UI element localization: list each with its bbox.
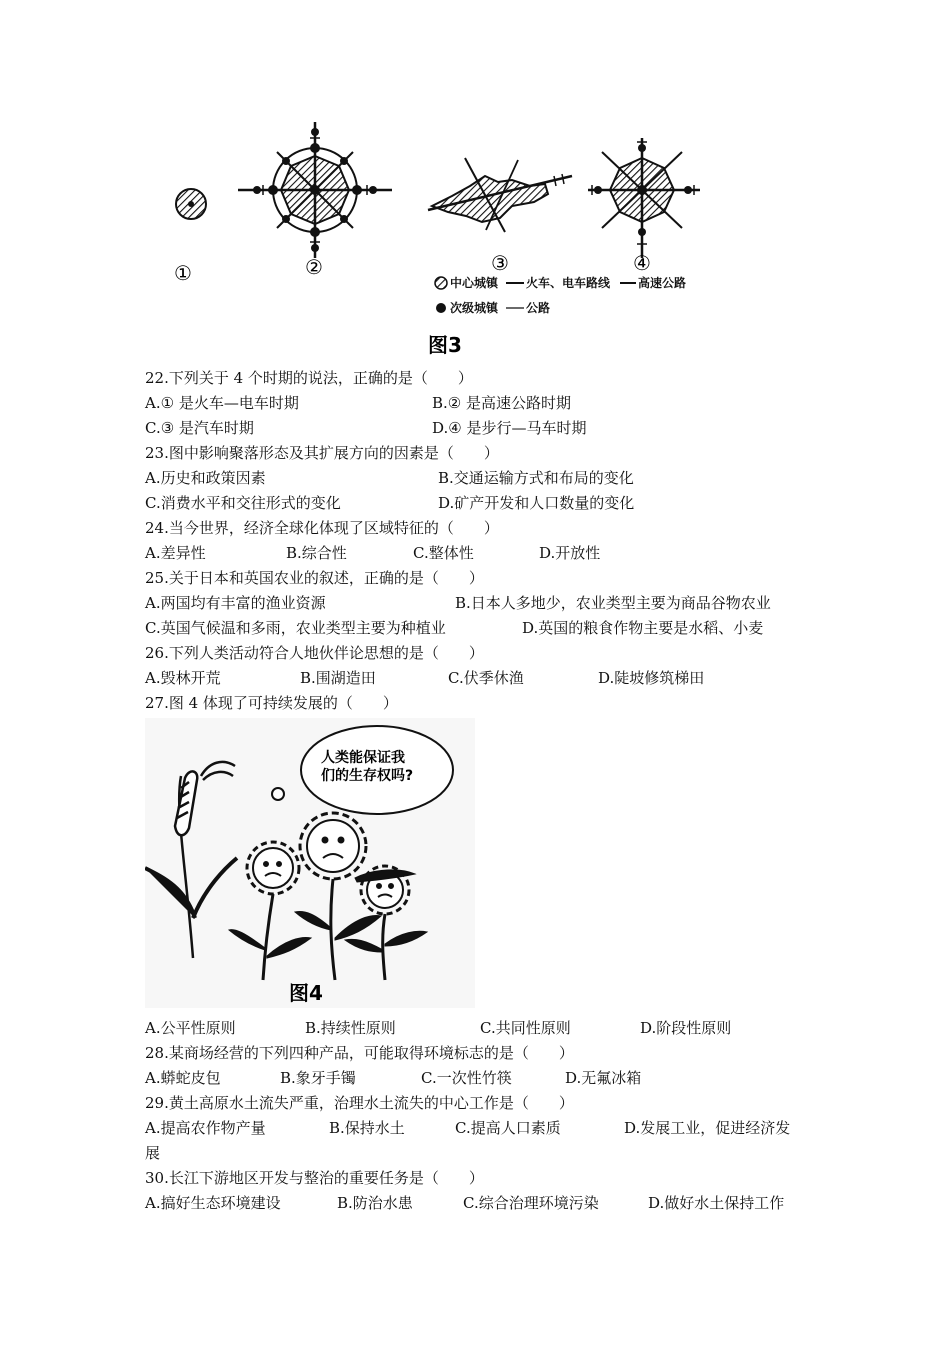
q22-option-b: B.② 是高速公路时期	[432, 394, 572, 412]
settlement-pattern-4	[588, 138, 700, 258]
figure-3-label-1: ①	[174, 261, 192, 285]
q27-option-c: C.共同性原则	[480, 1019, 571, 1037]
figure-3-label-4: ④	[633, 251, 651, 275]
question-25-stem: 25.关于日本和英国农业的叙述，正确的是（ ）	[145, 569, 484, 587]
speech-line-2: 们的生存权吗?	[321, 768, 414, 784]
settlement-pattern-1	[176, 189, 206, 219]
q29-option-c: C.提高人口素质	[455, 1119, 561, 1137]
figure-3	[140, 110, 745, 365]
q30-option-a: A.搞好生态环境建设	[145, 1194, 281, 1212]
q28-option-b: B.象牙手镯	[280, 1069, 356, 1087]
legend-center-town: 中心城镇	[450, 276, 499, 290]
q28-option-d: D.无氟冰箱	[565, 1069, 642, 1087]
question-28-stem: 28.某商场经营的下列四种产品，可能取得环境标志的是（ ）	[145, 1044, 574, 1062]
q27-option-d: D.阶段性原则	[640, 1019, 732, 1037]
question-27-stem: 27.图 4 体现了可持续发展的（ ）	[145, 694, 398, 712]
q22-option-d: D.④ 是步行—马车时期	[432, 419, 587, 437]
q25-option-b: B.日本人多地少，农业类型主要为商品谷物农业	[455, 594, 771, 612]
q26-option-c: C.伏季休渔	[448, 669, 524, 687]
q23-option-a: A.历史和政策因素	[145, 469, 266, 487]
figure-4	[145, 718, 475, 1008]
q24-option-d: D.开放性	[539, 544, 601, 562]
q25-option-c: C.英国气候温和多雨，农业类型主要为种植业	[145, 619, 446, 637]
speech-line-1: 人类能保证我	[321, 750, 405, 766]
legend-road: 公路	[526, 301, 551, 315]
q29-option-a: A.提高农作物产量	[145, 1119, 266, 1137]
question-29-stem: 29.黄土高原水土流失严重，治理水土流失的中心工作是（ ）	[145, 1094, 574, 1112]
q27-option-a: A.公平性原则	[145, 1019, 236, 1037]
figure-4-caption: 图4	[289, 981, 323, 1005]
q24-option-b: B.综合性	[286, 544, 347, 562]
q29-option-b: B.保持水土	[329, 1119, 405, 1137]
figure-3-legend	[435, 275, 686, 315]
legend-highway: 高速公路	[638, 276, 687, 290]
settlement-pattern-2	[238, 122, 392, 258]
q30-option-c: C.综合治理环境污染	[463, 1194, 599, 1212]
q25-option-a: A.两国均有丰富的渔业资源	[145, 594, 326, 612]
question-24-stem: 24.当今世界，经济全球化体现了区域特征的（ ）	[145, 519, 499, 537]
question-22-stem: 22.下列关于 4 个时期的说法，正确的是（ ）	[145, 369, 473, 387]
q22-option-c: C.③ 是汽车时期	[145, 419, 254, 437]
q26-option-d: D.陡坡修筑梯田	[598, 669, 705, 687]
q22-option-a: A.① 是火车—电车时期	[145, 394, 299, 412]
question-23-stem: 23.图中影响聚落形态及其扩展方向的因素是（ ）	[145, 444, 499, 462]
q23-option-c: C.消费水平和交往形式的变化	[145, 494, 341, 512]
figure-3-caption: 图3	[428, 333, 462, 357]
legend-secondary-town: 次级城镇	[450, 301, 499, 315]
question-30-stem: 30.长江下游地区开发与整治的重要任务是（ ）	[145, 1169, 484, 1187]
q26-option-b: B.围湖造田	[300, 669, 376, 687]
q30-option-d: D.做好水土保持工作	[648, 1194, 785, 1212]
figure-3-label-3: ③	[491, 251, 509, 275]
question-26-stem: 26.下列人类活动符合人地伙伴论思想的是（ ）	[145, 644, 484, 662]
q23-option-d: D.矿产开发和人口数量的变化	[438, 494, 635, 512]
q24-option-a: A.差异性	[145, 544, 206, 562]
q24-option-c: C.整体性	[413, 544, 474, 562]
settlement-pattern-3	[428, 158, 572, 232]
q30-option-b: B.防治水患	[337, 1194, 413, 1212]
figure-3-label-2: ②	[305, 255, 323, 279]
q29-option-d: D.发展工业，促进经济发	[624, 1119, 791, 1137]
q26-option-a: A.毁林开荒	[145, 669, 221, 687]
q28-option-a: A.蟒蛇皮包	[145, 1069, 221, 1087]
q29-option-d-continuation: 展	[145, 1144, 161, 1162]
q27-option-b: B.持续性原则	[305, 1019, 396, 1037]
legend-rail: 火车、电车路线	[526, 276, 611, 290]
q28-option-c: C.一次性竹筷	[421, 1069, 512, 1087]
q23-option-b: B.交通运输方式和布局的变化	[438, 469, 634, 487]
q25-option-d: D.英国的粮食作物主要是水稻、小麦	[522, 619, 764, 637]
